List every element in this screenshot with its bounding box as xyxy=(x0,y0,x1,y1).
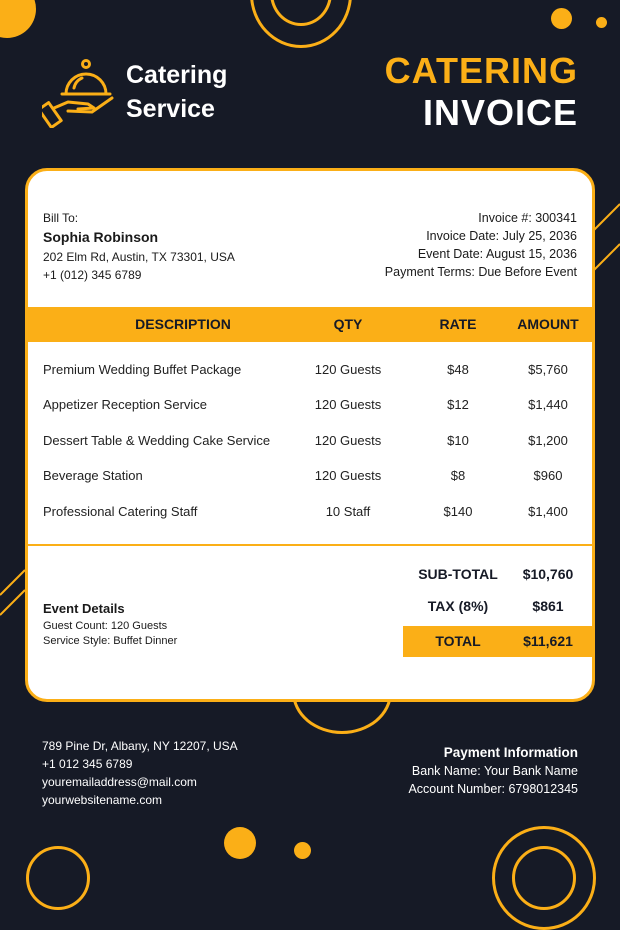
subtotal-label: SUB-TOTAL xyxy=(418,566,498,582)
payment-terms: Payment Terms: Due Before Event xyxy=(384,265,577,279)
row-qty: 120 Guests xyxy=(314,433,382,448)
row-description: Professional Catering Staff xyxy=(43,504,198,519)
row-amount: $1,440 xyxy=(528,397,568,412)
row-qty: 120 Guests xyxy=(314,468,382,483)
guest-count: Guest Count: 120 Guests xyxy=(43,620,168,632)
bill-to-label: Bill To: xyxy=(43,211,79,225)
row-rate: $8 xyxy=(450,468,466,483)
row-description: Dessert Table & Wedding Cake Service xyxy=(43,433,271,448)
row-amount: $960 xyxy=(533,468,563,483)
brand-logo xyxy=(42,56,227,128)
table-row xyxy=(28,458,592,494)
bottom-right-inner-ring-decoration xyxy=(512,846,576,910)
company-phone: +1 012 345 6789 xyxy=(42,757,133,771)
table-divider xyxy=(28,544,592,546)
company-email: youremailaddress@mail.com xyxy=(42,775,197,789)
invoice-date: Invoice Date: July 25, 2036 xyxy=(426,229,577,243)
bill-to-section xyxy=(43,209,235,284)
brand-name-line2: Service xyxy=(126,95,215,123)
total-bar xyxy=(403,626,595,657)
row-amount: $1,400 xyxy=(528,504,568,519)
header-description: DESCRIPTION xyxy=(135,316,231,332)
table-row xyxy=(28,423,592,459)
header-rate: RATE xyxy=(439,316,477,332)
company-contact xyxy=(42,737,238,809)
tax-label: TAX (8%) xyxy=(427,598,489,614)
total-value: $11,621 xyxy=(523,633,573,649)
row-description: Premium Wedding Buffet Package xyxy=(43,362,242,377)
header-qty: QTY xyxy=(333,316,363,332)
row-rate: $140 xyxy=(443,504,473,519)
row-amount: $5,760 xyxy=(528,362,568,377)
top-right-small-dot-decoration xyxy=(596,17,607,28)
payment-heading: Payment Information xyxy=(443,745,578,760)
top-inner-ring-decoration xyxy=(270,0,332,26)
total-label: TOTAL xyxy=(435,633,481,649)
row-description: Beverage Station xyxy=(43,468,143,483)
subtotal-value: $10,760 xyxy=(522,566,574,582)
row-qty: 120 Guests xyxy=(314,397,382,412)
bottom-small-dot-decoration xyxy=(294,842,311,859)
tax-value: $861 xyxy=(532,598,564,614)
service-style: Service Style: Buffet Dinner xyxy=(43,635,178,647)
row-qty: 120 Guests xyxy=(314,362,382,377)
top-right-dot-decoration xyxy=(551,8,572,29)
table-header xyxy=(28,307,592,342)
event-details-heading: Event Details xyxy=(43,601,125,616)
row-qty: 10 Staff xyxy=(325,504,371,519)
row-rate: $10 xyxy=(447,433,469,448)
row-rate: $48 xyxy=(447,362,469,377)
bottom-right-ring-decoration xyxy=(492,826,596,930)
table-row xyxy=(28,494,592,530)
invoice-number: Invoice #: 300341 xyxy=(478,211,577,225)
title-line1: CATERING xyxy=(384,50,578,91)
payment-information xyxy=(408,744,578,798)
top-ring-decoration xyxy=(250,0,352,48)
corner-dot-decoration xyxy=(0,0,36,38)
table-row xyxy=(28,387,592,423)
row-rate: $12 xyxy=(447,397,469,412)
bank-name: Bank Name: Your Bank Name xyxy=(411,764,578,778)
company-address: 789 Pine Dr, Albany, NY 12207, USA xyxy=(42,739,238,753)
customer-name: Sophia Robinson xyxy=(43,229,159,245)
serving-cloche-icon xyxy=(42,56,118,128)
event-date: Event Date: August 15, 2036 xyxy=(417,247,577,261)
title-line2: INVOICE xyxy=(422,92,578,133)
header-amount: AMOUNT xyxy=(517,316,579,332)
account-number: Account Number: 6798012345 xyxy=(408,782,578,796)
document-title xyxy=(385,50,578,134)
invoice-meta xyxy=(385,209,577,281)
customer-phone: +1 (012) 345 6789 xyxy=(43,268,142,282)
event-details xyxy=(43,601,177,649)
bottom-dot-decoration xyxy=(224,827,256,859)
invoice-card xyxy=(25,168,595,702)
company-website: yourwebsitename.com xyxy=(42,793,163,807)
bottom-left-ring-decoration xyxy=(26,846,90,910)
row-amount: $1,200 xyxy=(528,433,568,448)
table-row xyxy=(28,352,592,388)
customer-address: 202 Elm Rd, Austin, TX 73301, USA xyxy=(43,250,235,264)
row-description: Appetizer Reception Service xyxy=(43,397,208,412)
brand-name-line1: Catering xyxy=(126,61,228,89)
